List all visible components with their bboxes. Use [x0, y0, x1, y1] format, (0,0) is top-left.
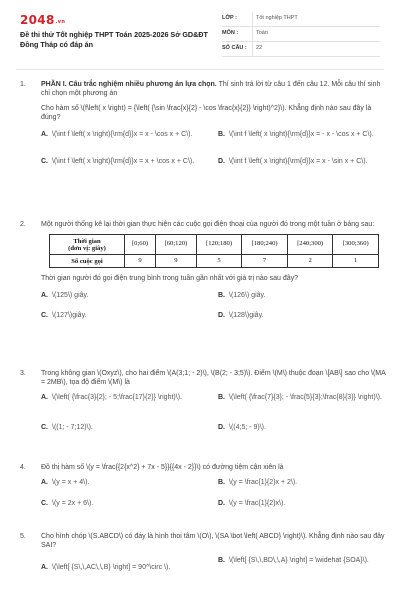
table-interval-cell: [180;240) [242, 235, 288, 255]
question-stem: Cho hàm số \(f\left( x \right) = {\left( {\sin \frac{x}{2} - \cos \frac{x}{2}} \right)^2}\). Khẳng định nào sau đây là đúng? [41, 104, 372, 122]
meta-subject-label: MÔN : [222, 27, 253, 42]
meta-subject-value: Toán [253, 27, 381, 42]
question-number: 1. [20, 81, 26, 88]
option-a[interactable]: A. \(\left[ {S\,\,AC\,\,B} \right] = 90^\circ \). [41, 563, 171, 571]
table-interval-cell: [300;360) [333, 235, 379, 255]
option-c[interactable]: C. \(127\)giây. [41, 311, 87, 319]
question-prompt: Thời gian người đó gọi điện trung bình trong tuần gần nhất với giá trị nào sau đây? [41, 275, 299, 283]
option-b[interactable]: B. \(\int f \left( x \right){\rm{d}}x = - x - \cos x + C\). [218, 130, 374, 138]
meta-class-value: Tốt nghiệp THPT [253, 12, 381, 27]
question-number: 5. [20, 533, 26, 540]
question-number: 3. [20, 370, 26, 377]
section-instructions: Thí sinh trả lời từ câu 1 đến câu 12. Mỗi câu thí sinh chỉ chọn một phương án [41, 81, 381, 98]
document-header [0, 0, 400, 62]
table-row-label: Số cuộc gọi [50, 255, 125, 268]
question-4 [20, 463, 386, 513]
question-stem: Cho hình chóp \(S.ABCD\) có đáy là hình thoi tâm \(O\), \(SA \bot \left( ABCD} \right)\). Khẳng định nào sau đây SAI? [41, 533, 385, 550]
option-c[interactable]: C. \((1; - 7;12)\). [41, 423, 93, 431]
header-divider [16, 69, 384, 70]
table-header-cell: Thời gian (đơn vị: giây) [50, 235, 125, 255]
document-meta-table [222, 12, 380, 57]
table-count-cell: 2 [287, 255, 333, 268]
section-heading: PHẦN I. Câu trắc nghiệm nhiều phương án lựa chọn. [41, 81, 217, 88]
option-d[interactable]: D. \(y = \frac{1}{2}x\). [218, 500, 286, 508]
table-count-cell: 9 [156, 255, 197, 268]
question-number: 2. [20, 221, 26, 228]
options-group [41, 556, 386, 582]
option-a[interactable]: A. \(\left( {\frac{3}{2}; - 5;\frac{17}{2}} \right)\). [41, 393, 182, 401]
option-b[interactable]: B. \(\left[ {S\,\,BD\,\,A} \right] = \widehat {SOA}\). [218, 556, 369, 564]
question-3 [20, 369, 386, 445]
option-a[interactable]: A. \(125\) giây. [41, 291, 89, 299]
question-stem: Trong không gian \(Oxyz\), cho hai điểm \(A(3;1; - 2)\), \(B(2; - 3;5)\). Điểm \(M\) thuộc đoạn \[AB\] sao cho \(MA = 2MB\), tọa độ điểm \(M\) là [41, 370, 386, 387]
table-count-cell: 9 [125, 255, 156, 268]
option-a[interactable]: A. \(y = x + 4\). [41, 479, 90, 487]
table-interval-cell: [120;180) [196, 235, 242, 255]
question-5 [20, 532, 386, 582]
document-title: Đề thi thử Tốt nghiệp THPT Toán 2025-2026 Sở GD&ĐT Đồng Tháp có đáp án [20, 30, 208, 49]
table-count-cell: 5 [196, 255, 242, 268]
option-b[interactable]: B. \(\left( {\frac{7}{3}; - \frac{5}{3};\frac{8}{3}} \right)\). [218, 393, 382, 401]
call-duration-table [49, 234, 379, 268]
table-count-cell: 1 [333, 255, 379, 268]
section-intro [41, 80, 386, 99]
meta-count-value: 22 [253, 42, 381, 57]
option-c[interactable]: C. \(\int f \left( x \right){\rm{d}}x = x + \cos x + C\). [41, 157, 195, 165]
option-b[interactable]: B. \(y = \frac{1}{2}x + 2\). [218, 479, 298, 487]
option-b[interactable]: B. \(126\) giây. [218, 291, 266, 299]
table-count-cell: 7 [242, 255, 288, 268]
option-a[interactable]: A. \(\int f \left( x \right){\rm{d}}x = x - \cos x + C\). [41, 130, 193, 138]
option-d[interactable]: D. \((4;5; - 9)\). [218, 423, 266, 431]
options-group [41, 393, 386, 445]
meta-count-label: SỐ CÂU : [222, 42, 253, 57]
option-d[interactable]: D. \(\int f \left( x \right){\rm{d}}x = x - \sin x + C\). [218, 157, 368, 165]
option-c[interactable]: C. \(y = 2x + 6\). [41, 500, 94, 508]
option-d[interactable]: D. \(128\)giây. [218, 311, 264, 319]
site-logo[interactable]: 2048.vn [20, 13, 66, 27]
question-number: 4. [20, 464, 26, 471]
question-1 [20, 80, 386, 184]
options-group [41, 477, 386, 513]
options-group [41, 128, 386, 184]
table-interval-cell: [60;120) [156, 235, 197, 255]
meta-class-label: LỚP : [222, 12, 253, 27]
table-interval-cell: [240;300) [287, 235, 333, 255]
options-group [41, 289, 386, 325]
question-stem: Một người thống kê lại thời gian thực hiện các cuộc gọi điện thoại của người đó trong một tuần ở bảng sau: [41, 221, 375, 228]
question-2 [20, 220, 386, 325]
question-stem: Đồ thị hàm số \(y = \frac{{2{x^2} + 7x - 5}}{{4x - 2}}\) có đường tiệm cận xiên là [41, 464, 284, 471]
table-interval-cell: [0;60) [125, 235, 156, 255]
